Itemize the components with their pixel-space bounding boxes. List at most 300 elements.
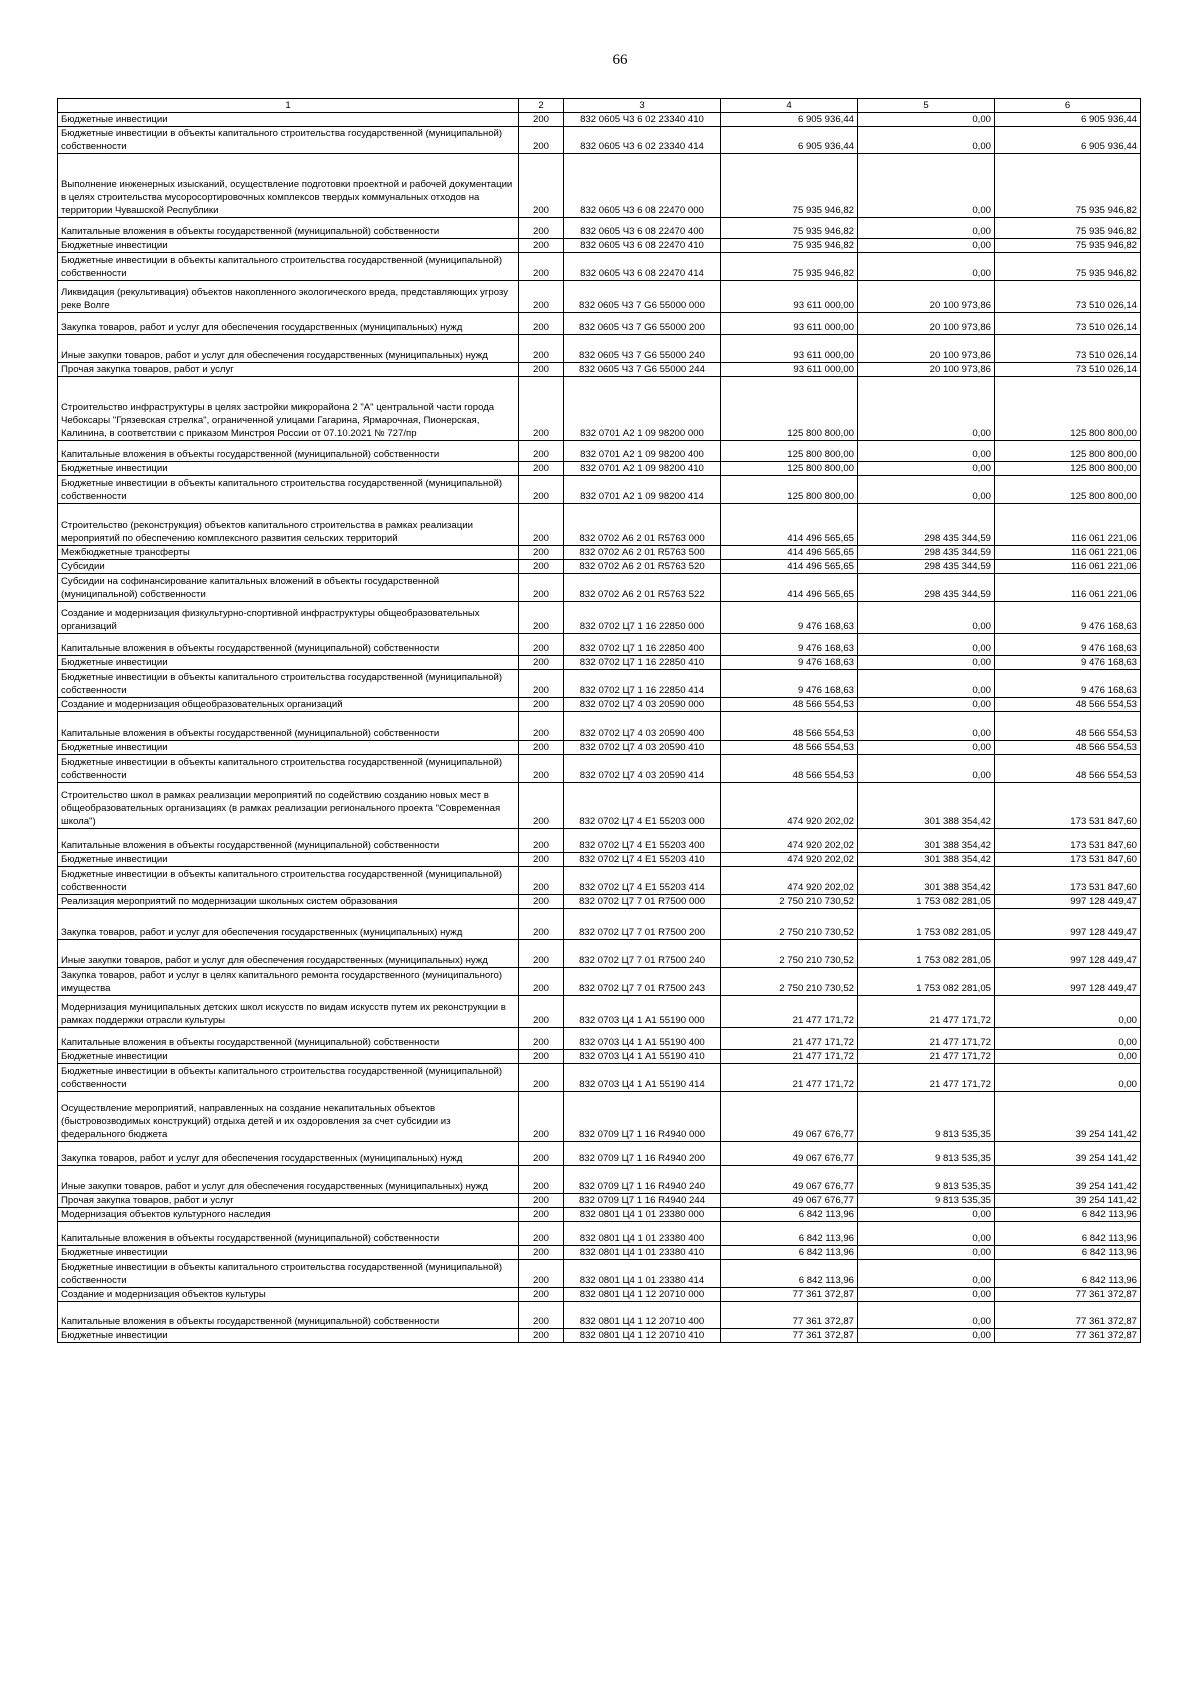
row-value-6-cell: 9 476 168,63 (995, 670, 1141, 698)
table-row (58, 127, 1141, 154)
row-value-4-cell: 474 920 202,02 (721, 867, 858, 895)
table-body (58, 113, 1141, 1343)
row-value-6-cell: 75 935 946,82 (995, 239, 1141, 253)
row-name-cell: Закупка товаров, работ и услуг для обеспечения государственных (муниципальных) нужд (58, 909, 519, 940)
row-value-4-cell: 6 905 936,44 (721, 113, 858, 127)
row-value-5-cell: 298 435 344,59 (858, 574, 995, 602)
row-value-6-cell: 9 476 168,63 (995, 602, 1141, 634)
row-kbk-cell: 832 0702 Ц7 4 E1 55203 400 (564, 829, 721, 853)
row-kbk-cell: 832 0702 Ц7 4 E1 55203 414 (564, 867, 721, 895)
row-code-cell: 200 (519, 560, 564, 574)
row-code-cell: 200 (519, 670, 564, 698)
row-code-cell: 200 (519, 441, 564, 462)
row-kbk-cell: 832 0605 Ч3 6 08 22470 410 (564, 239, 721, 253)
row-value-5-cell: 0,00 (858, 1288, 995, 1302)
row-code-cell: 200 (519, 1222, 564, 1246)
row-value-5-cell: 0,00 (858, 634, 995, 656)
row-name-cell: Капитальные вложения в объекты государственной (муниципальной) собственности (58, 1302, 519, 1329)
table-row (58, 1028, 1141, 1050)
row-value-4-cell: 75 935 946,82 (721, 154, 858, 218)
row-value-4-cell: 49 067 676,77 (721, 1092, 858, 1142)
row-value-5-cell: 0,00 (858, 602, 995, 634)
row-name-cell: Бюджетные инвестиции в объекты капитального строительства государственной (муниципальной) собственности (58, 476, 519, 504)
row-value-5-cell: 0,00 (858, 1222, 995, 1246)
row-kbk-cell: 832 0702 Ц7 7 01 R7500 243 (564, 968, 721, 996)
row-name-cell: Создание и модернизация объектов культуры (58, 1288, 519, 1302)
row-code-cell: 200 (519, 1092, 564, 1142)
row-kbk-cell: 832 0605 Ч3 7 G6 55000 200 (564, 313, 721, 335)
row-value-5-cell: 21 477 171,72 (858, 1064, 995, 1092)
row-kbk-cell: 832 0702 Ц7 7 01 R7500 000 (564, 895, 721, 909)
row-value-6-cell: 997 128 449,47 (995, 968, 1141, 996)
row-kbk-cell: 832 0709 Ц7 1 16 R4940 000 (564, 1092, 721, 1142)
row-code-cell: 200 (519, 1142, 564, 1166)
row-value-5-cell: 0,00 (858, 656, 995, 670)
row-name-cell: Осуществление мероприятий, направленных на создание некапитальных объектов (быстровозводимых конструкций) отдыха детей и их оздоровления за счет субсидии из федерального бюджета (58, 1092, 519, 1142)
header-col-2: 2 (519, 99, 564, 113)
row-kbk-cell: 832 0709 Ц7 1 16 R4940 200 (564, 1142, 721, 1166)
row-name-cell: Закупка товаров, работ и услуг для обеспечения государственных (муниципальных) нужд (58, 313, 519, 335)
row-code-cell: 200 (519, 546, 564, 560)
row-value-4-cell: 125 800 800,00 (721, 476, 858, 504)
row-kbk-cell: 832 0703 Ц4 1 A1 55190 410 (564, 1050, 721, 1064)
row-kbk-cell: 832 0702 Ц7 7 01 R7500 200 (564, 909, 721, 940)
row-value-4-cell: 2 750 210 730,52 (721, 940, 858, 968)
table-row (58, 363, 1141, 377)
row-value-4-cell: 474 920 202,02 (721, 829, 858, 853)
row-value-4-cell: 49 067 676,77 (721, 1194, 858, 1208)
table-row (58, 1064, 1141, 1092)
row-code-cell: 200 (519, 712, 564, 741)
row-value-6-cell: 73 510 026,14 (995, 363, 1141, 377)
row-kbk-cell: 832 0605 Ч3 6 08 22470 000 (564, 154, 721, 218)
row-name-cell: Бюджетные инвестиции (58, 1050, 519, 1064)
table-row (58, 656, 1141, 670)
row-code-cell: 200 (519, 1302, 564, 1329)
row-name-cell: Бюджетные инвестиции (58, 656, 519, 670)
row-value-4-cell: 6 842 113,96 (721, 1208, 858, 1222)
row-code-cell: 200 (519, 281, 564, 313)
row-value-6-cell: 116 061 221,06 (995, 504, 1141, 546)
row-value-6-cell: 39 254 141,42 (995, 1194, 1141, 1208)
row-value-6-cell: 0,00 (995, 1064, 1141, 1092)
row-name-cell: Закупка товаров, работ и услуг в целях капитального ремонта государственного (муниципального) имущества (58, 968, 519, 996)
row-name-cell: Бюджетные инвестиции в объекты капитального строительства государственной (муниципальной) собственности (58, 755, 519, 783)
row-value-5-cell: 301 388 354,42 (858, 783, 995, 829)
row-name-cell: Капитальные вложения в объекты государственной (муниципальной) собственности (58, 712, 519, 741)
row-value-6-cell: 77 361 372,87 (995, 1288, 1141, 1302)
table-row (58, 634, 1141, 656)
row-kbk-cell: 832 0702 Ц7 4 03 20590 000 (564, 698, 721, 712)
row-value-4-cell: 21 477 171,72 (721, 1064, 858, 1092)
row-kbk-cell: 832 0801 Ц4 1 01 23380 414 (564, 1260, 721, 1288)
row-code-cell: 200 (519, 940, 564, 968)
row-value-6-cell: 48 566 554,53 (995, 741, 1141, 755)
row-code-cell: 200 (519, 602, 564, 634)
row-code-cell: 200 (519, 253, 564, 281)
table-row (58, 154, 1141, 218)
row-value-6-cell: 77 361 372,87 (995, 1329, 1141, 1343)
table-row (58, 755, 1141, 783)
row-code-cell: 200 (519, 504, 564, 546)
table-row (58, 853, 1141, 867)
row-name-cell: Капитальные вложения в объекты государственной (муниципальной) собственности (58, 1028, 519, 1050)
row-name-cell: Капитальные вложения в объекты государственной (муниципальной) собственности (58, 1222, 519, 1246)
row-value-5-cell: 298 435 344,59 (858, 560, 995, 574)
row-code-cell: 200 (519, 867, 564, 895)
row-value-4-cell: 414 496 565,65 (721, 574, 858, 602)
row-name-cell: Бюджетные инвестиции (58, 741, 519, 755)
row-code-cell: 200 (519, 829, 564, 853)
row-value-4-cell: 474 920 202,02 (721, 783, 858, 829)
row-name-cell: Строительство школ в рамках реализации мероприятий по содействию созданию новых мест в общеобразовательных организациях (в рамках реализации регионального проекта "Современная школа") (58, 783, 519, 829)
row-name-cell: Капитальные вложения в объекты государственной (муниципальной) собственности (58, 218, 519, 239)
row-code-cell: 200 (519, 783, 564, 829)
row-name-cell: Бюджетные инвестиции (58, 1329, 519, 1343)
row-value-5-cell: 0,00 (858, 1260, 995, 1288)
row-code-cell: 200 (519, 996, 564, 1028)
row-name-cell: Бюджетные инвестиции в объекты капитального строительства государственной (муниципальной) собственности (58, 670, 519, 698)
row-code-cell: 200 (519, 218, 564, 239)
row-value-4-cell: 48 566 554,53 (721, 712, 858, 741)
table-row (58, 335, 1141, 363)
row-value-5-cell: 0,00 (858, 441, 995, 462)
row-name-cell: Бюджетные инвестиции в объекты капитального строительства государственной (муниципальной) собственности (58, 867, 519, 895)
row-code-cell: 200 (519, 127, 564, 154)
table-row (58, 670, 1141, 698)
row-value-6-cell: 6 905 936,44 (995, 127, 1141, 154)
row-value-4-cell: 49 067 676,77 (721, 1166, 858, 1194)
row-value-6-cell: 997 128 449,47 (995, 940, 1141, 968)
table-row (58, 239, 1141, 253)
header-row (58, 99, 1141, 113)
row-code-cell: 200 (519, 574, 564, 602)
row-value-6-cell: 39 254 141,42 (995, 1092, 1141, 1142)
row-name-cell: Бюджетные инвестиции в объекты капитального строительства государственной (муниципальной) собственности (58, 253, 519, 281)
row-kbk-cell: 832 0701 А2 1 09 98200 000 (564, 377, 721, 441)
row-name-cell: Бюджетные инвестиции (58, 853, 519, 867)
row-kbk-cell: 832 0801 Ц4 1 01 23380 000 (564, 1208, 721, 1222)
table-row (58, 1142, 1141, 1166)
row-value-5-cell: 9 813 535,35 (858, 1092, 995, 1142)
row-value-5-cell: 0,00 (858, 218, 995, 239)
row-value-6-cell: 75 935 946,82 (995, 253, 1141, 281)
table-row (58, 909, 1141, 940)
row-value-6-cell: 125 800 800,00 (995, 462, 1141, 476)
row-value-4-cell: 93 611 000,00 (721, 363, 858, 377)
row-code-cell: 200 (519, 1246, 564, 1260)
row-value-5-cell: 301 388 354,42 (858, 829, 995, 853)
row-value-6-cell: 48 566 554,53 (995, 712, 1141, 741)
row-value-6-cell: 997 128 449,47 (995, 909, 1141, 940)
row-code-cell: 200 (519, 1329, 564, 1343)
row-name-cell: Субсидии на софинансирование капитальных вложений в объекты государственной (муниципальной) собственности (58, 574, 519, 602)
row-value-6-cell: 6 905 936,44 (995, 113, 1141, 127)
row-code-cell: 200 (519, 363, 564, 377)
header-col-5: 5 (858, 99, 995, 113)
row-value-6-cell: 9 476 168,63 (995, 634, 1141, 656)
row-value-4-cell: 6 842 113,96 (721, 1260, 858, 1288)
row-code-cell: 200 (519, 239, 564, 253)
row-value-5-cell: 9 813 535,35 (858, 1166, 995, 1194)
row-value-6-cell: 6 842 113,96 (995, 1222, 1141, 1246)
row-kbk-cell: 832 0801 Ц4 1 12 20710 410 (564, 1329, 721, 1343)
row-value-5-cell: 9 813 535,35 (858, 1194, 995, 1208)
table-row (58, 867, 1141, 895)
table-row (58, 504, 1141, 546)
row-name-cell: Выполнение инженерных изысканий, осуществление подготовки проектной и рабочей документации в целях строительства мусоросортировочных комплексов твердых коммунальных отходов на территории Чувашской Республики (58, 154, 519, 218)
row-value-4-cell: 6 842 113,96 (721, 1246, 858, 1260)
row-value-6-cell: 173 531 847,60 (995, 853, 1141, 867)
row-value-4-cell: 414 496 565,65 (721, 504, 858, 546)
row-value-5-cell: 0,00 (858, 755, 995, 783)
table-row (58, 313, 1141, 335)
row-value-6-cell: 48 566 554,53 (995, 698, 1141, 712)
row-value-6-cell: 6 842 113,96 (995, 1208, 1141, 1222)
table-row (58, 1166, 1141, 1194)
row-code-cell: 200 (519, 634, 564, 656)
row-code-cell: 200 (519, 313, 564, 335)
row-value-6-cell: 173 531 847,60 (995, 829, 1141, 853)
row-value-6-cell: 9 476 168,63 (995, 656, 1141, 670)
table-row (58, 1260, 1141, 1288)
table-row (58, 281, 1141, 313)
row-value-5-cell: 1 753 082 281,05 (858, 909, 995, 940)
table-row (58, 741, 1141, 755)
row-value-4-cell: 6 905 936,44 (721, 127, 858, 154)
row-value-4-cell: 48 566 554,53 (721, 698, 858, 712)
table-row (58, 462, 1141, 476)
row-value-4-cell: 21 477 171,72 (721, 1028, 858, 1050)
row-code-cell: 200 (519, 909, 564, 940)
row-kbk-cell: 832 0605 Ч3 6 02 23340 414 (564, 127, 721, 154)
row-value-5-cell: 0,00 (858, 1208, 995, 1222)
table-row (58, 1288, 1141, 1302)
row-value-4-cell: 48 566 554,53 (721, 741, 858, 755)
row-kbk-cell: 832 0702 А6 2 01 R5763 000 (564, 504, 721, 546)
row-code-cell: 200 (519, 968, 564, 996)
row-value-5-cell: 0,00 (858, 1246, 995, 1260)
table-row (58, 940, 1141, 968)
table-row (58, 698, 1141, 712)
row-name-cell: Бюджетные инвестиции (58, 462, 519, 476)
row-code-cell: 200 (519, 1194, 564, 1208)
row-value-5-cell: 0,00 (858, 239, 995, 253)
row-kbk-cell: 832 0702 Ц7 7 01 R7500 240 (564, 940, 721, 968)
row-value-6-cell: 173 531 847,60 (995, 783, 1141, 829)
row-kbk-cell: 832 0703 Ц4 1 A1 55190 000 (564, 996, 721, 1028)
row-name-cell: Бюджетные инвестиции (58, 1246, 519, 1260)
row-name-cell: Строительство инфраструктуры в целях застройки микрорайона 2 "А" центральной части города Чебоксары "Грязевская стрелка", ограниченной улицами Гагарина, Ярмарочная, Пионерская, Калинина, в соответствии с приказом Минстроя России от 07.10.2021 № 727/пр (58, 377, 519, 441)
table-row (58, 829, 1141, 853)
row-name-cell: Капитальные вложения в объекты государственной (муниципальной) собственности (58, 829, 519, 853)
row-code-cell: 200 (519, 895, 564, 909)
row-value-4-cell: 2 750 210 730,52 (721, 968, 858, 996)
budget-table (57, 98, 1141, 1343)
row-code-cell: 200 (519, 113, 564, 127)
row-kbk-cell: 832 0709 Ц7 1 16 R4940 244 (564, 1194, 721, 1208)
row-kbk-cell: 832 0605 Ч3 6 08 22470 414 (564, 253, 721, 281)
table-row (58, 253, 1141, 281)
row-value-6-cell: 125 800 800,00 (995, 476, 1141, 504)
row-value-6-cell: 125 800 800,00 (995, 441, 1141, 462)
row-name-cell: Субсидии (58, 560, 519, 574)
row-value-5-cell: 9 813 535,35 (858, 1142, 995, 1166)
row-value-4-cell: 93 611 000,00 (721, 281, 858, 313)
row-code-cell: 200 (519, 462, 564, 476)
row-name-cell: Бюджетные инвестиции (58, 113, 519, 127)
row-code-cell: 200 (519, 1288, 564, 1302)
row-value-4-cell: 414 496 565,65 (721, 546, 858, 560)
row-name-cell: Прочая закупка товаров, работ и услуг (58, 1194, 519, 1208)
table-row (58, 712, 1141, 741)
row-value-6-cell: 39 254 141,42 (995, 1166, 1141, 1194)
row-kbk-cell: 832 0605 Ч3 7 G6 55000 240 (564, 335, 721, 363)
table-row (58, 783, 1141, 829)
table-row (58, 441, 1141, 462)
row-value-4-cell: 2 750 210 730,52 (721, 909, 858, 940)
row-value-4-cell: 9 476 168,63 (721, 602, 858, 634)
row-value-6-cell: 116 061 221,06 (995, 574, 1141, 602)
row-kbk-cell: 832 0605 Ч3 7 G6 55000 244 (564, 363, 721, 377)
row-kbk-cell: 832 0702 Ц7 4 E1 55203 000 (564, 783, 721, 829)
row-code-cell: 200 (519, 1208, 564, 1222)
row-name-cell: Межбюджетные трансферты (58, 546, 519, 560)
row-name-cell: Бюджетные инвестиции в объекты капитального строительства государственной (муниципальной) собственности (58, 1260, 519, 1288)
row-code-cell: 200 (519, 741, 564, 755)
row-value-4-cell: 9 476 168,63 (721, 656, 858, 670)
row-value-4-cell: 125 800 800,00 (721, 462, 858, 476)
row-value-6-cell: 6 842 113,96 (995, 1260, 1141, 1288)
row-code-cell: 200 (519, 476, 564, 504)
row-value-6-cell: 173 531 847,60 (995, 867, 1141, 895)
row-value-5-cell: 301 388 354,42 (858, 867, 995, 895)
row-value-4-cell: 75 935 946,82 (721, 218, 858, 239)
table-row (58, 574, 1141, 602)
row-name-cell: Модернизация объектов культурного наследия (58, 1208, 519, 1222)
table-row (58, 1246, 1141, 1260)
row-value-4-cell: 414 496 565,65 (721, 560, 858, 574)
row-kbk-cell: 832 0605 Ч3 7 G6 55000 000 (564, 281, 721, 313)
row-name-cell: Капитальные вложения в объекты государственной (муниципальной) собственности (58, 634, 519, 656)
row-value-5-cell: 0,00 (858, 377, 995, 441)
row-name-cell: Ликвидация (рекультивация) объектов накопленного экологического вреда, представляющих угрозу реке Волге (58, 281, 519, 313)
row-value-6-cell: 73 510 026,14 (995, 313, 1141, 335)
row-name-cell: Бюджетные инвестиции в объекты капитального строительства государственной (муниципальной) собственности (58, 127, 519, 154)
row-value-4-cell: 125 800 800,00 (721, 377, 858, 441)
row-value-5-cell: 20 100 973,86 (858, 363, 995, 377)
row-kbk-cell: 832 0709 Ц7 1 16 R4940 240 (564, 1166, 721, 1194)
row-kbk-cell: 832 0703 Ц4 1 A1 55190 400 (564, 1028, 721, 1050)
row-value-4-cell: 77 361 372,87 (721, 1329, 858, 1343)
row-name-cell: Бюджетные инвестиции в объекты капитального строительства государственной (муниципальной) собственности (58, 1064, 519, 1092)
table-row (58, 546, 1141, 560)
row-value-5-cell: 0,00 (858, 154, 995, 218)
row-kbk-cell: 832 0703 Ц4 1 A1 55190 414 (564, 1064, 721, 1092)
row-value-4-cell: 77 361 372,87 (721, 1288, 858, 1302)
row-value-4-cell: 9 476 168,63 (721, 670, 858, 698)
row-value-4-cell: 48 566 554,53 (721, 755, 858, 783)
row-value-5-cell: 0,00 (858, 113, 995, 127)
table-row (58, 476, 1141, 504)
row-kbk-cell: 832 0702 Ц7 4 03 20590 400 (564, 712, 721, 741)
row-code-cell: 200 (519, 1064, 564, 1092)
row-value-6-cell: 77 361 372,87 (995, 1302, 1141, 1329)
table-row (58, 996, 1141, 1028)
row-value-5-cell: 301 388 354,42 (858, 853, 995, 867)
row-value-4-cell: 93 611 000,00 (721, 335, 858, 363)
row-kbk-cell: 832 0702 Ц7 1 16 22850 410 (564, 656, 721, 670)
row-code-cell: 200 (519, 377, 564, 441)
row-value-5-cell: 298 435 344,59 (858, 546, 995, 560)
row-value-4-cell: 75 935 946,82 (721, 239, 858, 253)
table-row (58, 1329, 1141, 1343)
row-value-6-cell: 73 510 026,14 (995, 335, 1141, 363)
row-value-6-cell: 75 935 946,82 (995, 218, 1141, 239)
row-value-4-cell: 125 800 800,00 (721, 441, 858, 462)
row-value-4-cell: 75 935 946,82 (721, 253, 858, 281)
row-name-cell: Создание и модернизация физкультурно-спортивной инфраструктуры общеобразовательных организаций (58, 602, 519, 634)
row-value-5-cell: 0,00 (858, 698, 995, 712)
row-name-cell: Капитальные вложения в объекты государственной (муниципальной) собственности (58, 441, 519, 462)
table-row (58, 602, 1141, 634)
table-row (58, 1050, 1141, 1064)
row-name-cell: Иные закупки товаров, работ и услуг для обеспечения государственных (муниципальных) нужд (58, 940, 519, 968)
row-name-cell: Иные закупки товаров, работ и услуг для обеспечения государственных (муниципальных) нужд (58, 335, 519, 363)
row-value-5-cell: 0,00 (858, 127, 995, 154)
header-col-4: 4 (721, 99, 858, 113)
table-row (58, 218, 1141, 239)
row-code-cell: 200 (519, 335, 564, 363)
row-name-cell: Иные закупки товаров, работ и услуг для обеспечения государственных (муниципальных) нужд (58, 1166, 519, 1194)
table-row (58, 1302, 1141, 1329)
table-row (58, 113, 1141, 127)
row-code-cell: 200 (519, 1166, 564, 1194)
row-value-6-cell: 39 254 141,42 (995, 1142, 1141, 1166)
table-row (58, 1208, 1141, 1222)
row-kbk-cell: 832 0702 Ц7 1 16 22850 000 (564, 602, 721, 634)
row-value-5-cell: 20 100 973,86 (858, 281, 995, 313)
table-row (58, 377, 1141, 441)
row-name-cell: Реализация мероприятий по модернизации школьных систем образования (58, 895, 519, 909)
row-value-4-cell: 474 920 202,02 (721, 853, 858, 867)
row-code-cell: 200 (519, 1028, 564, 1050)
row-code-cell: 200 (519, 1260, 564, 1288)
row-value-5-cell: 0,00 (858, 741, 995, 755)
row-name-cell: Прочая закупка товаров, работ и услуг (58, 363, 519, 377)
row-kbk-cell: 832 0701 А2 1 09 98200 410 (564, 462, 721, 476)
row-kbk-cell: 832 0702 Ц7 1 16 22850 400 (564, 634, 721, 656)
row-value-4-cell: 49 067 676,77 (721, 1142, 858, 1166)
row-kbk-cell: 832 0702 А6 2 01 R5763 520 (564, 560, 721, 574)
row-kbk-cell: 832 0605 Ч3 6 02 23340 410 (564, 113, 721, 127)
row-value-6-cell: 6 842 113,96 (995, 1246, 1141, 1260)
row-code-cell: 200 (519, 698, 564, 712)
row-value-4-cell: 6 842 113,96 (721, 1222, 858, 1246)
row-value-5-cell: 0,00 (858, 476, 995, 504)
header-col-6: 6 (995, 99, 1141, 113)
row-value-6-cell: 997 128 449,47 (995, 895, 1141, 909)
row-value-6-cell: 116 061 221,06 (995, 560, 1141, 574)
page-number: 66 (612, 52, 628, 68)
header-col-1: 1 (58, 99, 519, 113)
row-kbk-cell: 832 0605 Ч3 6 08 22470 400 (564, 218, 721, 239)
row-kbk-cell: 832 0702 А6 2 01 R5763 500 (564, 546, 721, 560)
row-name-cell: Закупка товаров, работ и услуг для обеспечения государственных (муниципальных) нужд (58, 1142, 519, 1166)
row-value-6-cell: 116 061 221,06 (995, 546, 1141, 560)
header-col-3: 3 (564, 99, 721, 113)
row-kbk-cell: 832 0801 Ц4 1 01 23380 410 (564, 1246, 721, 1260)
